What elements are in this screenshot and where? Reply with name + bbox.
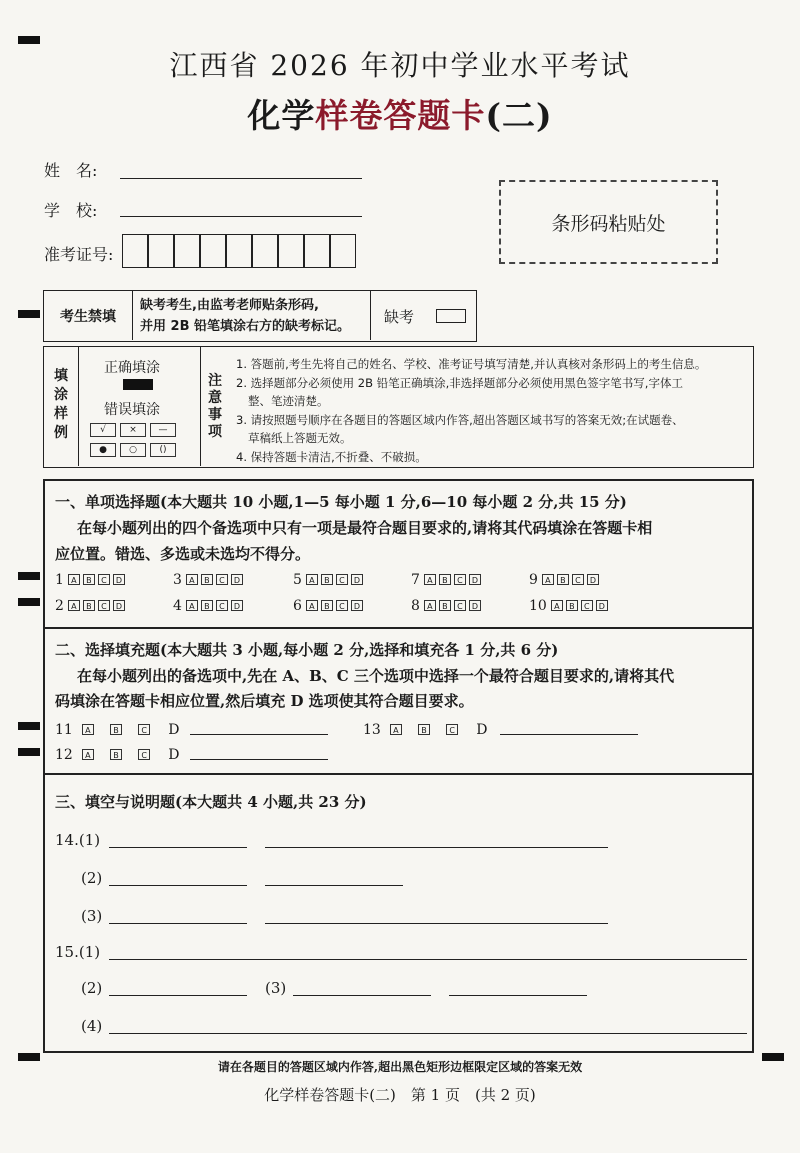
answer-line[interactable] bbox=[190, 759, 328, 760]
answer-line[interactable] bbox=[109, 1033, 747, 1034]
answer-area bbox=[43, 479, 754, 1053]
option-bubble[interactable]: A bbox=[68, 574, 80, 585]
divider bbox=[370, 291, 371, 340]
question-7 bbox=[411, 569, 484, 588]
absent-box bbox=[43, 290, 477, 342]
question-15-label: 15.(1) bbox=[55, 943, 101, 961]
section2-desc: 在每小题列出的备选项中,先在 A、B、C 三个选项中选择一个最符合题目要求的,请将其代 bbox=[77, 667, 675, 685]
option-bubble[interactable]: D bbox=[231, 600, 243, 611]
answer-line[interactable] bbox=[109, 959, 747, 960]
alignment-mark bbox=[18, 310, 40, 318]
wrong-fill-row: ● ○ () bbox=[90, 443, 176, 457]
question-15-part-label: (4) bbox=[81, 1017, 103, 1035]
answer-line[interactable] bbox=[500, 734, 638, 735]
answer-line[interactable] bbox=[109, 885, 247, 886]
question-number: 10 bbox=[529, 597, 547, 614]
option-bubble[interactable]: A bbox=[542, 574, 554, 585]
instructions-box bbox=[43, 346, 754, 468]
question-number: 8 bbox=[411, 597, 420, 614]
option-bubble[interactable]: B bbox=[418, 724, 430, 735]
exam-id-digit-box[interactable] bbox=[148, 234, 174, 268]
correct-fill-sample bbox=[123, 379, 153, 390]
answer-line[interactable] bbox=[449, 995, 587, 996]
answer-line[interactable] bbox=[109, 923, 247, 924]
wrong-fill-row: √ × — bbox=[90, 423, 176, 437]
exam-id-digit-box[interactable] bbox=[200, 234, 226, 268]
option-bubble[interactable]: C bbox=[138, 724, 150, 735]
option-bubble[interactable]: B bbox=[201, 600, 213, 611]
section2-title: 二、选择填充题(本大题共 3 小题,每小题 2 分,选择和填充各 1 分,共 6 分) bbox=[55, 641, 559, 659]
exam-id-digit-box[interactable] bbox=[122, 234, 148, 268]
notes-list: 1. 答题前,考生先将自己的姓名、学校、准考证号填写清楚,并认真核对条形码上的考生信息。 2. 选择题部分必须使用 2B 铅笔正确填涂,非选择题部分必须使用黑色签字笔书写,字体工 整、笔迹清楚。 3. 请按照题号顺序在各题目的答题区域内作答,超出答题区域书写的答案无效;在试题卷、 草稿纸上答题无效。 4. 保持答题卡清洁,不折叠、不破损。 bbox=[236, 357, 707, 464]
option-bubble[interactable]: C bbox=[446, 724, 458, 735]
answer-line[interactable] bbox=[265, 923, 608, 924]
option-bubble[interactable]: B bbox=[566, 600, 578, 611]
question-9 bbox=[529, 569, 602, 588]
question-number: 1 bbox=[55, 571, 64, 588]
name-label: 姓 名: bbox=[44, 161, 98, 180]
exam-title: 江西省 2026 年初中学业水平考试 bbox=[169, 49, 631, 82]
barcode-area: 条形码粘贴处 bbox=[499, 180, 718, 264]
option-bubble[interactable]: C bbox=[454, 574, 466, 585]
exam-id-digit-box[interactable] bbox=[226, 234, 252, 268]
absent-mark-box[interactable] bbox=[436, 309, 466, 323]
divider bbox=[45, 773, 752, 775]
option-bubble[interactable]: C bbox=[98, 600, 110, 611]
question-number: 7 bbox=[411, 571, 420, 588]
option-bubble[interactable]: A bbox=[551, 600, 563, 611]
option-bubble[interactable]: D bbox=[587, 574, 599, 585]
option-bubble[interactable]: B bbox=[201, 574, 213, 585]
question-number: 4 bbox=[173, 597, 182, 614]
option-bubble[interactable]: B bbox=[83, 574, 95, 585]
name-field[interactable] bbox=[120, 178, 362, 179]
question-15-part-label: (2) bbox=[81, 979, 103, 997]
answer-line[interactable] bbox=[109, 847, 247, 848]
option-bubble[interactable]: C bbox=[581, 600, 593, 611]
option-bubble[interactable]: B bbox=[439, 600, 451, 611]
question-11: 11 A B C D bbox=[55, 721, 180, 738]
option-bubble[interactable]: B bbox=[110, 724, 122, 735]
option-bubble[interactable]: A bbox=[424, 574, 436, 585]
option-bubble[interactable]: A bbox=[82, 749, 94, 760]
section3-title: 三、填空与说明题(本大题共 4 小题,共 23 分) bbox=[55, 793, 367, 811]
option-bubble[interactable]: D bbox=[351, 600, 363, 611]
exam-id-digit-box[interactable] bbox=[252, 234, 278, 268]
option-bubble[interactable]: B bbox=[321, 600, 333, 611]
question-6 bbox=[293, 595, 366, 614]
option-bubble[interactable]: A bbox=[186, 574, 198, 585]
option-bubble[interactable]: C bbox=[138, 749, 150, 760]
option-bubble[interactable]: C bbox=[216, 600, 228, 611]
option-bubble[interactable]: A bbox=[424, 600, 436, 611]
answer-line[interactable] bbox=[109, 995, 247, 996]
divider bbox=[78, 347, 79, 466]
question-number: 2 bbox=[55, 597, 64, 614]
option-bubble[interactable]: A bbox=[390, 724, 402, 735]
question-number: 6 bbox=[293, 597, 302, 614]
answer-line[interactable] bbox=[265, 847, 608, 848]
option-bubble[interactable]: D bbox=[469, 574, 481, 585]
exam-id-digit-box[interactable] bbox=[330, 234, 356, 268]
option-bubble[interactable]: B bbox=[110, 749, 122, 760]
exam-id-digit-box[interactable] bbox=[174, 234, 200, 268]
correct-fill-label: 正确填涂 bbox=[104, 360, 160, 376]
option-bubble[interactable]: B bbox=[439, 574, 451, 585]
section1-title: 一、单项选择题(本大题共 10 小题,1—5 每小题 1 分,6—10 每小题 2 分,共 15 分) bbox=[55, 493, 627, 511]
option-bubble[interactable]: A bbox=[306, 600, 318, 611]
answer-line[interactable] bbox=[293, 995, 431, 996]
question-10 bbox=[529, 595, 611, 614]
school-field[interactable] bbox=[120, 216, 362, 217]
question-2 bbox=[55, 595, 128, 614]
option-bubble[interactable]: D bbox=[469, 600, 481, 611]
option-bubble[interactable]: C bbox=[98, 574, 110, 585]
alignment-mark bbox=[18, 748, 40, 756]
option-bubble[interactable]: B bbox=[83, 600, 95, 611]
option-bubble[interactable]: C bbox=[336, 574, 348, 585]
option-bubble[interactable]: D bbox=[351, 574, 363, 585]
notes-label: 注意事项 bbox=[208, 373, 222, 440]
school-label: 学 校: bbox=[44, 201, 98, 220]
answer-line[interactable] bbox=[265, 885, 403, 886]
page-footer: 化学样卷答题卡(二) 第 1 页 (共 2 页) bbox=[264, 1086, 536, 1104]
absent-mark-label: 缺考 bbox=[384, 308, 415, 326]
section1-desc: 应位置。错选、多选或未选均不得分。 bbox=[55, 545, 311, 563]
option-bubble[interactable]: C bbox=[454, 600, 466, 611]
option-bubble[interactable]: A bbox=[186, 600, 198, 611]
option-bubble[interactable]: A bbox=[82, 724, 94, 735]
question-12: 12 A B C D bbox=[55, 746, 180, 763]
question-14-part-label: (3) bbox=[81, 907, 103, 925]
fill-example-label: 填涂样例 bbox=[54, 368, 68, 441]
sheet-title: 化学样卷答题卡(二) bbox=[247, 96, 553, 135]
option-bubble[interactable]: A bbox=[68, 600, 80, 611]
exam-id-digit-box[interactable] bbox=[304, 234, 330, 268]
question-14-label: 14.(1) bbox=[55, 831, 101, 849]
alignment-mark bbox=[18, 572, 40, 580]
option-bubble[interactable]: D bbox=[113, 574, 125, 585]
exam-id-label: 准考证号: bbox=[44, 245, 114, 264]
option-bubble[interactable]: D bbox=[113, 600, 125, 611]
wrong-fill-label: 错误填涂 bbox=[104, 402, 160, 418]
option-bubble[interactable]: C bbox=[572, 574, 584, 585]
alignment-mark bbox=[18, 36, 40, 44]
absent-instruction: 缺考考生,由监考老师贴条形码, 并用 2B 铅笔填涂右方的缺考标记。 bbox=[140, 298, 351, 334]
section1-desc: 在每小题列出的四个备选项中只有一项是最符合题目要求的,请将其代码填涂在答题卡相 bbox=[77, 519, 653, 537]
alignment-mark bbox=[18, 722, 40, 730]
question-3 bbox=[173, 569, 246, 588]
answer-line[interactable] bbox=[190, 734, 328, 735]
question-1 bbox=[55, 569, 128, 588]
option-bubble[interactable]: C bbox=[216, 574, 228, 585]
alignment-mark bbox=[18, 598, 40, 606]
question-5 bbox=[293, 569, 366, 588]
question-15-part-label: (3) bbox=[265, 979, 287, 997]
divider bbox=[200, 347, 201, 466]
absent-label: 考生禁填 bbox=[44, 291, 133, 340]
question-13: 13 A B C D bbox=[363, 721, 488, 738]
option-bubble[interactable]: B bbox=[321, 574, 333, 585]
option-bubble[interactable]: D bbox=[231, 574, 243, 585]
option-bubble[interactable]: D bbox=[596, 600, 608, 611]
question-number: 9 bbox=[529, 571, 538, 588]
question-4 bbox=[173, 595, 246, 614]
option-bubble[interactable]: A bbox=[306, 574, 318, 585]
answer-area-warning: 请在各题目的答题区域内作答,超出黑色矩形边框限定区域的答案无效 bbox=[217, 1060, 583, 1074]
option-bubble[interactable]: C bbox=[336, 600, 348, 611]
section2-desc: 码填涂在答题卡相应位置,然后填充 D 选项使其符合题目要求。 bbox=[55, 692, 474, 710]
exam-id-digit-box[interactable] bbox=[278, 234, 304, 268]
question-number: 3 bbox=[173, 571, 182, 588]
option-bubble[interactable]: B bbox=[557, 574, 569, 585]
divider bbox=[45, 627, 752, 629]
question-8 bbox=[411, 595, 484, 614]
question-14-part-label: (2) bbox=[81, 869, 103, 887]
question-number: 5 bbox=[293, 571, 302, 588]
